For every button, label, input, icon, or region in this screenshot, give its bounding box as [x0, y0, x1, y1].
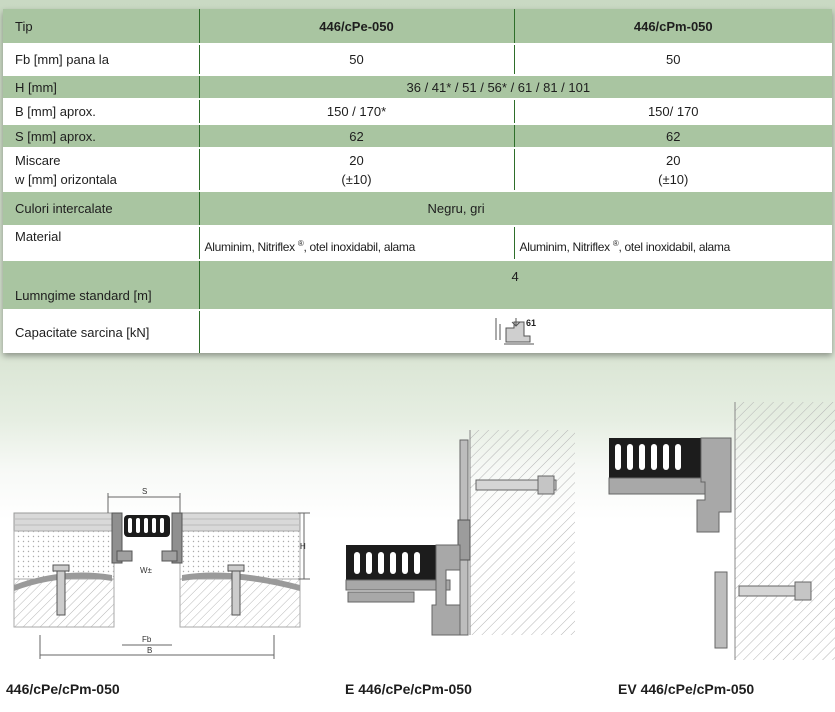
row-label: Material — [3, 226, 199, 260]
cell-value-merged: 4 — [199, 260, 832, 310]
cell-value-merged — [199, 310, 832, 353]
row-label: Fb [mm] pana la — [3, 44, 199, 75]
cell-value: 62 — [199, 124, 514, 148]
cell-value — [514, 226, 832, 260]
cell-value — [514, 148, 832, 191]
caption-floor-joint: 446/cPe/cPm-050 — [6, 681, 120, 697]
load-capacity-icon — [490, 314, 542, 348]
wall-joint-ev-drawing — [605, 402, 835, 664]
dimension-s-label: S — [142, 487, 148, 496]
dimension-h-label: H — [300, 542, 306, 551]
row-label: S [mm] aprox. — [3, 124, 199, 148]
table-header-row — [3, 9, 832, 44]
material-text: , otel inoxidabil, alama — [618, 240, 731, 254]
table-row-material — [3, 226, 832, 260]
cell-line-2: (±10) — [658, 171, 689, 187]
row-label: Capacitate sarcina [kN] — [3, 310, 199, 353]
table-row-fb — [3, 44, 832, 75]
cell-value: 50 — [514, 44, 832, 75]
cell-value: 62 — [514, 124, 832, 148]
cell-value-merged: 36 / 41* / 51 / 56* / 61 / 81 / 101 — [199, 75, 832, 99]
header-model-1: 446/cPe-050 — [199, 9, 514, 44]
header-model-2: 446/cPm-050 — [514, 9, 832, 44]
table-row-h — [3, 75, 832, 99]
registered-mark: ® — [612, 239, 619, 248]
material-text: Aluminim, Nitriflex — [204, 240, 298, 254]
caption-wall-joint-ev: EV 446/cPe/cPm-050 — [618, 681, 755, 697]
cell-value — [199, 226, 514, 260]
cell-value — [199, 148, 514, 191]
cell-value-merged: Negru, gri — [199, 191, 832, 226]
row-label — [3, 148, 199, 191]
material-text: Aluminim, Nitriflex — [519, 240, 613, 254]
table-row-lungime — [3, 260, 832, 310]
dimension-w-label: W± — [140, 566, 152, 575]
table-row-culori — [3, 191, 832, 226]
cell-line-1: 20 — [666, 152, 681, 168]
dimension-b-label: B — [147, 646, 153, 655]
material-text: , otel inoxidabil, alama — [303, 240, 416, 254]
cell-value: 150 / 170* — [199, 99, 514, 124]
table-row-miscare — [3, 148, 832, 191]
wall-joint-e-drawing — [340, 430, 580, 640]
cell-line-2: (±10) — [341, 171, 372, 187]
caption-wall-joint-e: E 446/cPe/cPm-050 — [345, 681, 472, 697]
row-label: Culori intercalate — [3, 191, 199, 226]
cell-line-1: 20 — [349, 152, 364, 168]
spec-table — [3, 9, 832, 353]
row-label: B [mm] aprox. — [3, 99, 199, 124]
row-label-line-2: w [mm] orizontala — [15, 171, 117, 187]
dimension-fb-label: Fb — [142, 635, 152, 644]
cell-value: 50 — [199, 44, 514, 75]
load-capacity-value: 61 — [525, 317, 536, 328]
row-label: Lumngime standard [m] — [3, 260, 199, 310]
row-label: H [mm] — [3, 75, 199, 99]
header-label: Tip — [3, 9, 199, 44]
registered-mark: ® — [297, 239, 304, 248]
table-row-b — [3, 99, 832, 124]
floor-joint-drawing — [12, 485, 322, 665]
row-label-line-1: Miscare — [15, 152, 61, 168]
cell-value: 150/ 170 — [514, 99, 832, 124]
table-row-s — [3, 124, 832, 148]
table-row-sarcina — [3, 310, 832, 353]
